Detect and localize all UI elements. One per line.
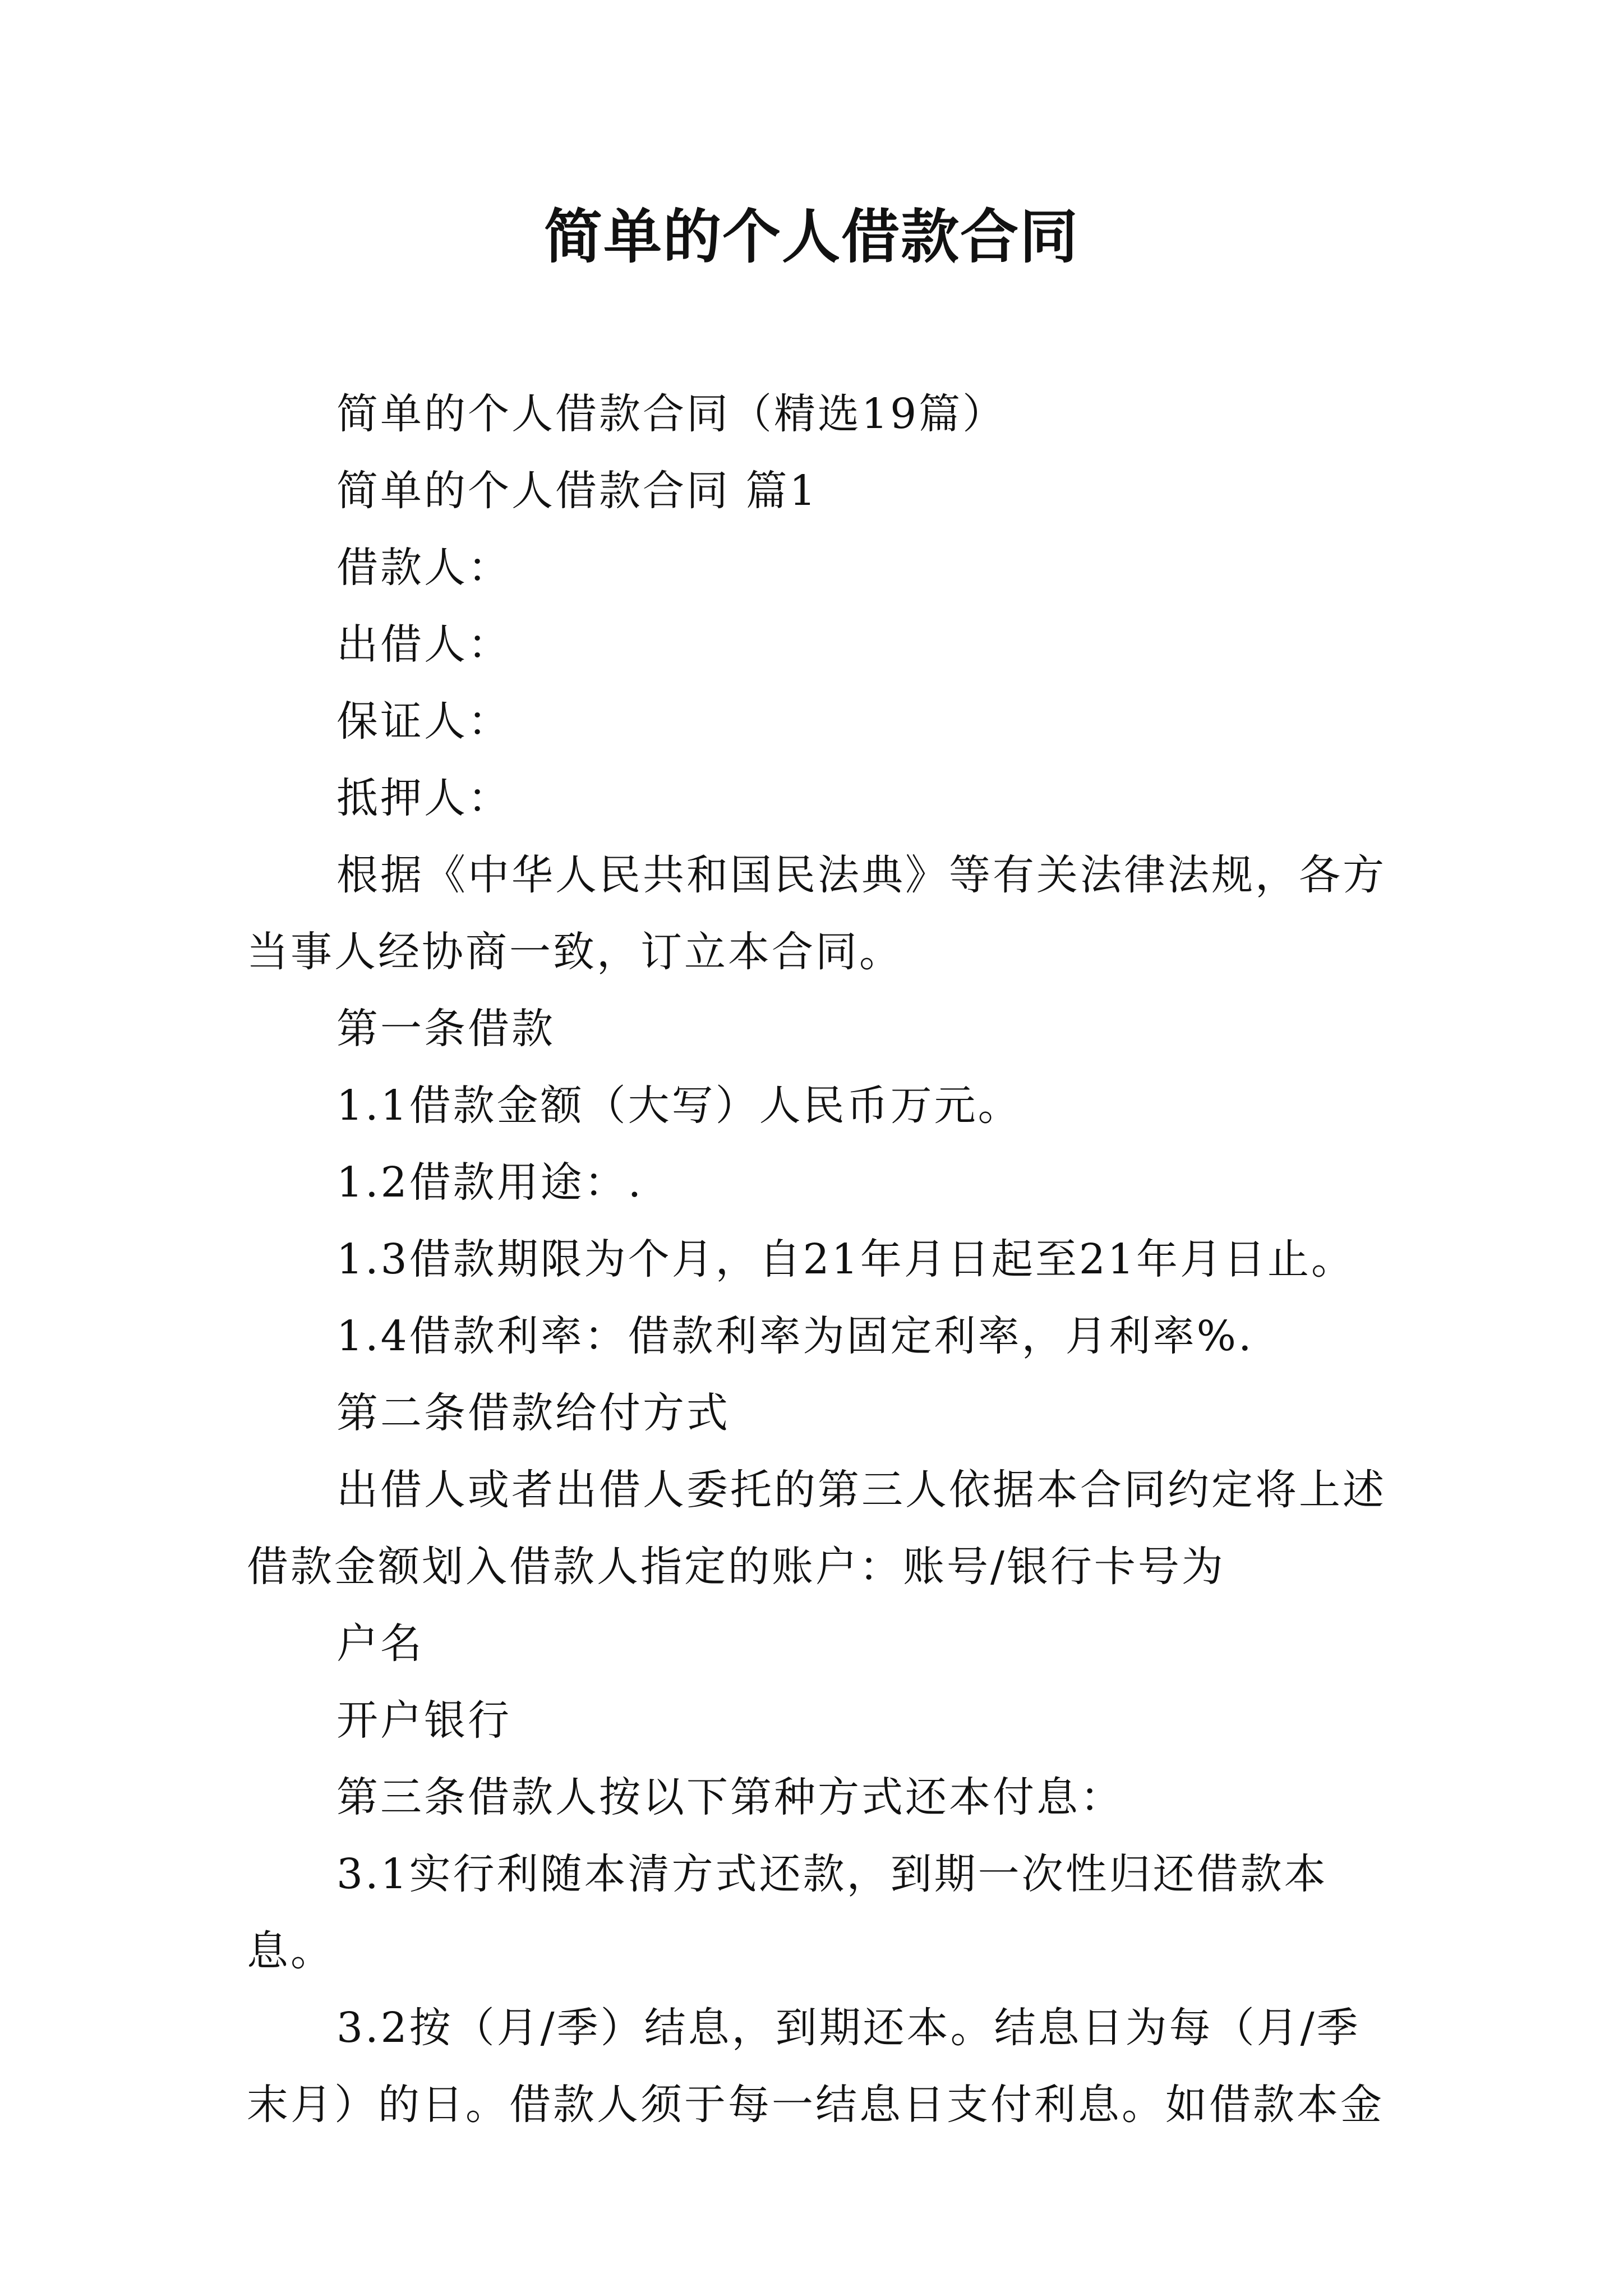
paragraph-mortgagor: 抵押人： <box>336 774 511 822</box>
paragraph-3-2: 3.2按（月/季）结息，到期还本。结息日为每（月/季末月）的日。借款人须于每一结息日支付利息。如借款本金 <box>247 2004 1384 2129</box>
paragraph-account-name: 户名 <box>336 1619 424 1668</box>
paragraph-bank: 开户银行 <box>336 1696 511 1745</box>
paragraph-preamble: 根据《中华人民共和国民法典》等有关法律法规，各方当事人经协商一致，订立本合同。 <box>247 851 1386 976</box>
paragraph-article-2: 第二条借款给付方式 <box>336 1389 730 1437</box>
paragraph-guarantor: 保证人： <box>336 697 511 746</box>
paragraph-3-1: 3.1实行利随本清方式还款，到期一次性归还借款本息。 <box>247 1850 1328 1975</box>
paragraph-subtitle: 简单的个人借款合同（精选19篇） <box>336 390 1007 438</box>
document-title: 简单的个人借款合同 <box>543 203 1079 271</box>
paragraph-lender: 出借人： <box>336 620 511 669</box>
paragraph-article-3: 第三条借款人按以下第种方式还本付息： <box>336 1773 1124 1821</box>
paragraph-1-4: 1.4借款利率：借款利率为固定利率，月利率%. <box>336 1312 1254 1360</box>
paragraph-1-2: 1.2借款用途：. <box>336 1158 644 1207</box>
document-body <box>247 376 1396 2143</box>
paragraph-1-3: 1.3借款期限为个月，自21年月日起至21年月日止。 <box>336 1235 1355 1283</box>
paragraph-1-1: 1.1借款金额（大写）人民币万元。 <box>336 1082 1022 1130</box>
paragraph-borrower: 借款人： <box>336 544 511 592</box>
paragraph-section-heading: 简单的个人借款合同 篇1 <box>336 467 818 515</box>
paragraph-article-2-body: 出借人或者出借人委托的第三人依据本合同约定将上述借款金额划入借款人指定的账户：账号/银行卡号为 <box>247 1466 1386 1591</box>
paragraph-article-1: 第一条借款 <box>336 1005 555 1053</box>
